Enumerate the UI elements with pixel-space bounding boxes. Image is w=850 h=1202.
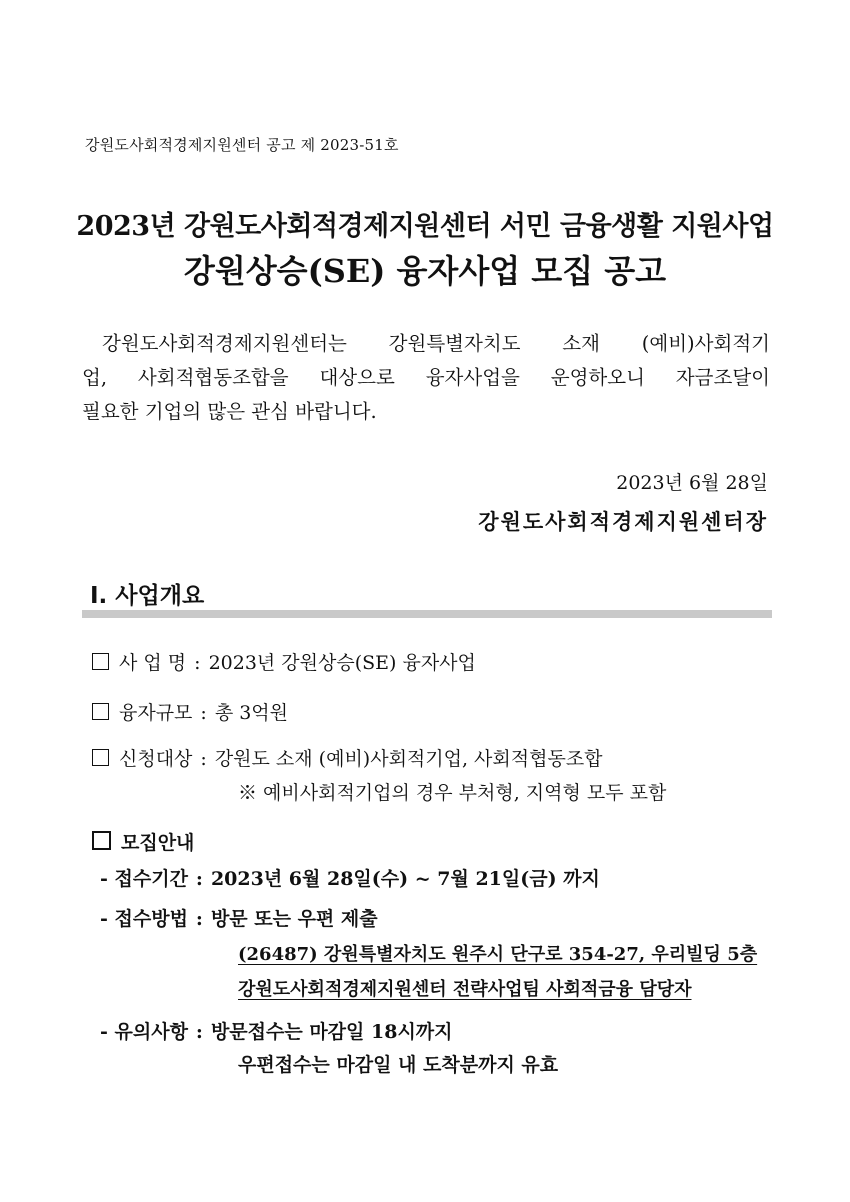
intro-line: 업, 사회적협동조합을 대상으로 융자사업을 운영하오니 자금조달이 (82, 366, 770, 389)
intro-line: 필요한 기업의 많은 관심 바랍니다. (82, 400, 377, 423)
item-project-name (92, 648, 476, 675)
recruit-heading-label: 모집안내 (121, 832, 195, 854)
colon: : (195, 868, 203, 890)
address-line: (26487) 강원특별자치도 원주시 단구로 354-27, 우리빌딩 5층 (238, 944, 758, 965)
item-label: 융자규모 (119, 702, 193, 724)
notice-number: 강원도사회적경제지원센터 공고 제 2023-51호 (85, 136, 399, 154)
item-label: 신청대상 (119, 748, 193, 770)
item-value: 강원도 소재 (예비)사회적기업, 사회적협동조합 (214, 748, 603, 770)
recruit-row-period (100, 864, 600, 891)
intro-line: 강원도사회적경제지원센터는 강원특별자치도 소재 (예비)사회적기 (102, 332, 770, 355)
title-line-1: 2023년 강원도사회적경제지원센터 서민 금융생활 지원사업 (76, 211, 774, 242)
eligibility-note: ※ 예비사회적기업의 경우 부처형, 지역형 모두 포함 (238, 782, 667, 804)
item-label: 사 업 명 (119, 652, 187, 674)
item-loan-scale (92, 698, 288, 725)
checkbox-icon (92, 749, 109, 766)
row-value: 방문접수는 마감일 18시까지 (210, 1021, 453, 1043)
row-label: - 유의사항 (100, 1021, 188, 1043)
recruit-heading (92, 828, 194, 855)
intro-paragraph (82, 327, 770, 429)
row-label: - 접수방법 (100, 908, 188, 930)
item-value: 2023년 강원상승(SE) 융자사업 (208, 652, 476, 674)
checkbox-icon (92, 703, 109, 720)
colon: : (200, 702, 207, 724)
recruit-row-method (100, 904, 378, 931)
row-value: 2023년 6월 28일(수) ~ 7월 21일(금) 까지 (210, 868, 600, 890)
colon: : (200, 748, 207, 770)
item-value: 총 3억원 (214, 702, 289, 724)
item-eligibility (92, 744, 603, 771)
colon: : (195, 1021, 203, 1043)
row-label: - 접수기간 (100, 868, 188, 890)
row-value: 방문 또는 우편 제출 (210, 908, 378, 930)
checkbox-icon (92, 653, 109, 670)
section-title: Ⅰ. 사업개요 (90, 583, 205, 609)
recruit-row-notes (100, 1017, 453, 1044)
notice-date: 2023년 6월 28일 (616, 472, 768, 494)
notes-line: 우편접수는 마감일 내 도착분까지 유효 (238, 1054, 559, 1076)
colon: : (195, 908, 203, 930)
colon: : (194, 652, 201, 674)
title-line-2: 강원상승(SE) 융자사업 모집 공고 (183, 252, 667, 290)
contact-line: 강원도사회적경제지원센터 전략사업팀 사회적금융 담당자 (238, 979, 692, 1000)
issuer: 강원도사회적경제지원센터장 (478, 509, 768, 534)
checkbox-icon (92, 831, 111, 850)
section-divider (82, 610, 772, 618)
